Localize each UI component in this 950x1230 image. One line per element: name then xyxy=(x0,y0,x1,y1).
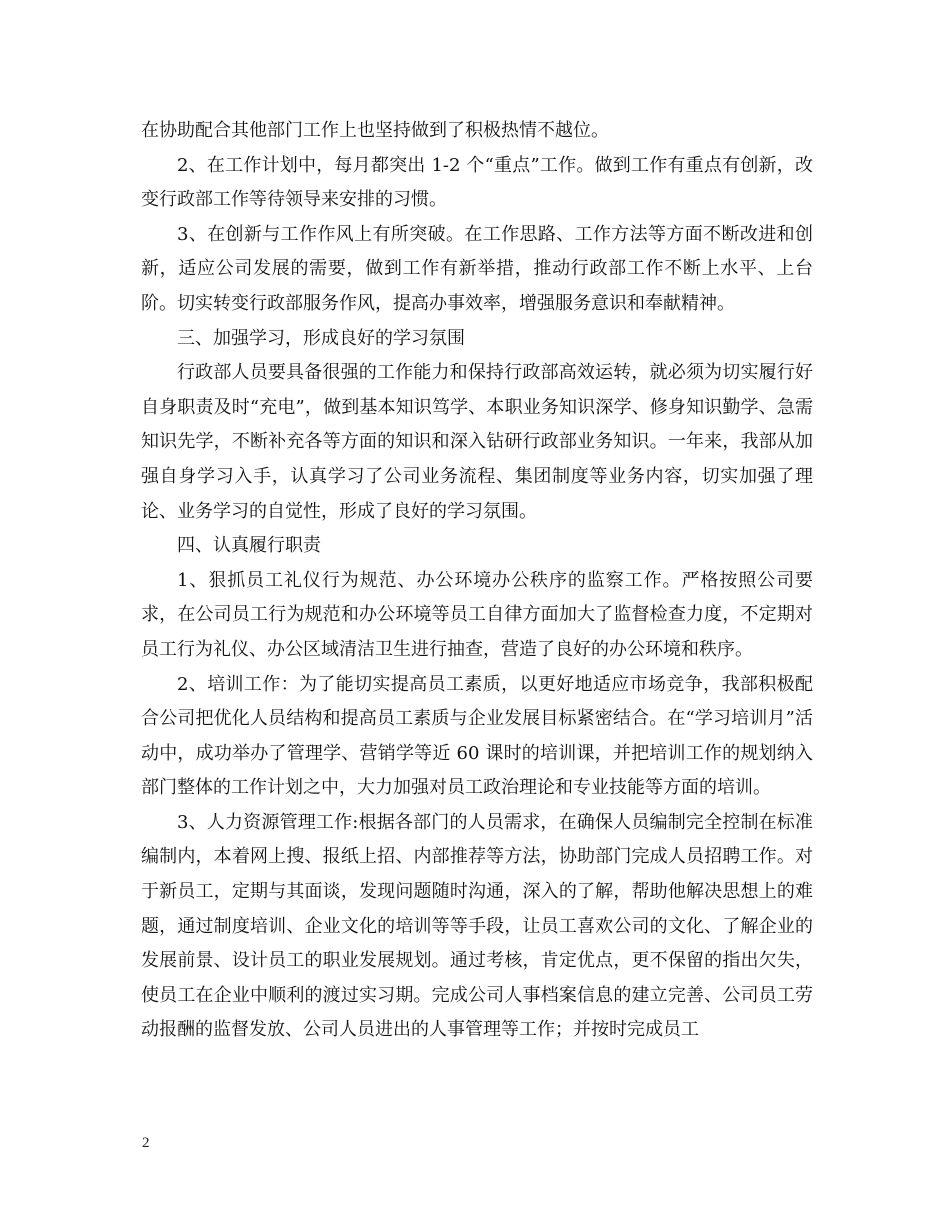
paragraph-1: 在协助配合其他部门工作上也坚持做到了积极热情不越位。 xyxy=(141,120,609,141)
page-number: 2 xyxy=(142,1135,150,1151)
paragraph-5: 行政部人员要具备很强的工作能力和保持行政部高效运转，就必须为切实履行好自身职责及时“充电”，做到基本知识笃学、本职业务知识深学、修身知识勤学、急需知识先学，不断补充各等方面的知识和深入钻研行政部业务知识。一年来，我部从加强自身学习入手，认真学习了公司业务流程、集团制度等业务内容，切实加强了理论、业务学习的自觉性，形成了良好的学习氛围。 xyxy=(141,362,813,522)
paragraph-3: 3、在创新与工作作风上有所突破。在工作思路、工作方法等方面不断改进和创新，适应公司发展的需要，做到工作有新举措，推动行政部工作不断上水平、上台阶。切实转变行政部服务作风，提高办事效率，增强服务意识和奉献精神。 xyxy=(141,223,813,314)
document-body xyxy=(141,114,813,1048)
section-heading-4: 四、认真履行职责 xyxy=(177,535,321,557)
paragraph-8: 2、培训工作：为了能切实提高员工素质，以更好地适应市场竞争，我部积极配合公司把优化人员结构和提高员工素质与企业发展目标紧密结合。在“学习培训月”活动中，成功举办了管理学、营销学等近 60 课时的培训课，并把培训工作的规划纳入部门整体的工作计划之中，大力加强对员工政治理论和专业技能等方面的培训。 xyxy=(141,673,813,799)
section-heading-3: 三、加强学习，形成良好的学习氛围 xyxy=(177,327,465,349)
paragraph-9: 3、人力资源管理工作:根据各部门的人员需求，在确保人员编制完全控制在标准编制内，本着网上搜、报纸上招、内部推荐等方法，协助部门完成人员招聘工作。对于新员工，定期与其面谈，发现问题随时沟通，深入的了解，帮助他解决思想上的难题，通过制度培训、企业文化的培训等等手段，让员工喜欢公司的文化、了解企业的发展前景、设计员工的职业发展规划。通过考核，肯定优点，更不保留的指出欠失，使员工在企业中顺利的渡过实习期。完成公司人事档案信息的建立完善、公司员工劳动报酬的监督发放、公司人员进出的人事管理等工作；并按时完成员工 xyxy=(141,811,813,1041)
paragraph-2: 2、在工作计划中，每月都突出 1-2 个“重点”工作。做到工作有重点有创新，改变行政部工作等待领导来安排的习惯。 xyxy=(141,154,813,211)
paragraph-7: 1、狠抓员工礼仪行为规范、办公环境办公秩序的监察工作。严格按照公司要求，在公司员工行为规范和办公环境等员工自律方面加大了监督检查力度，不定期对员工行为礼仪、办公区域清洁卫生进行抽查，营造了良好的办公环境和秩序。 xyxy=(141,569,813,660)
